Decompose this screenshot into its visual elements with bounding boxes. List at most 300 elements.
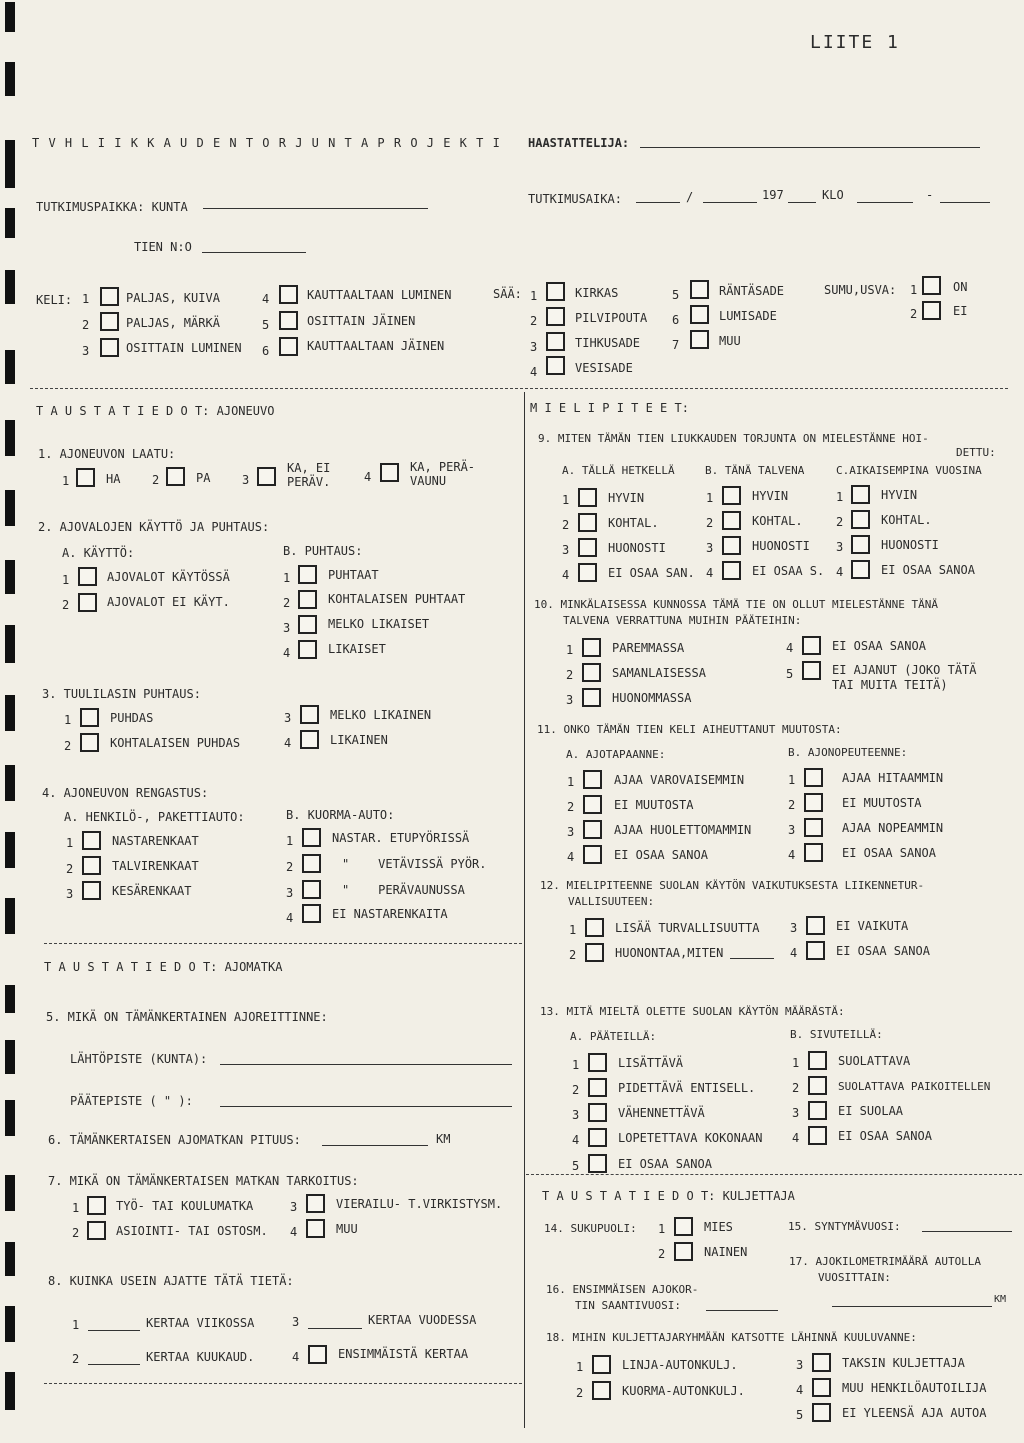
- question-4: 4. AJONEUVON RENGASTUS:: [42, 786, 209, 800]
- q13a-checkbox-4[interactable]: [588, 1128, 607, 1147]
- binder-mark: [5, 1372, 15, 1410]
- question-6: 6. TÄMÄNKERTAISEN AJOMATKAN PITUUS:: [48, 1133, 301, 1147]
- q8-yearly-field[interactable]: [308, 1328, 362, 1329]
- interviewer-label: HAASTATTELIJA:: [528, 136, 630, 150]
- question-16-cont: TIN SAANTIVUOSI:: [575, 1299, 681, 1312]
- q13a-checkbox-3[interactable]: [588, 1103, 607, 1122]
- q18-checkbox-3[interactable]: [812, 1353, 831, 1372]
- keli-option-6: KAUTTAALTAAN JÄINEN: [307, 339, 445, 353]
- q1-option-1: HA: [106, 472, 121, 486]
- q9b-checkbox-1[interactable]: [722, 486, 741, 505]
- q1-checkbox-2[interactable]: [166, 467, 185, 486]
- section-divider: [44, 943, 522, 944]
- option-number: 1: [62, 573, 70, 587]
- option-number: 1: [72, 1318, 80, 1332]
- option-number: 3: [530, 340, 538, 354]
- q14-checkbox-2[interactable]: [674, 1242, 693, 1261]
- q9b-checkbox-4[interactable]: [722, 561, 741, 580]
- q10-checkbox-5[interactable]: [802, 661, 821, 680]
- option-number: 1: [836, 490, 844, 504]
- question-7: 7. MIKÄ ON TÄMÄNKERTAISEN MATKAN TARKOITUS:: [48, 1174, 359, 1188]
- q9b-option-3: HUONOSTI: [752, 539, 810, 553]
- saa-checkbox-7[interactable]: [690, 330, 709, 349]
- option-number: 2: [286, 860, 294, 874]
- section-trip-title: T A U S T A T I E D O T: AJOMATKA: [44, 960, 283, 974]
- q4a-checkbox-2[interactable]: [82, 856, 101, 875]
- question-1: 1. AJONEUVON LAATU:: [38, 447, 176, 461]
- q4a-option-1: NASTARENKAAT: [112, 834, 199, 848]
- q13b-option-1: SUOLATTAVA: [838, 1054, 911, 1068]
- option-number: 4: [567, 850, 575, 864]
- q4a-checkbox-3[interactable]: [82, 881, 101, 900]
- q14-option-1: MIES: [704, 1220, 733, 1234]
- option-number: 3: [283, 621, 291, 635]
- option-number: 2: [152, 473, 160, 487]
- q12-how-field[interactable]: [730, 958, 774, 959]
- q13b-option-4: EI OSAA SANOA: [838, 1129, 932, 1143]
- q10-option-4: EI OSAA SANOA: [832, 639, 926, 653]
- option-number: 4: [786, 641, 794, 655]
- q11a-checkbox-3[interactable]: [583, 820, 602, 839]
- option-number: 5: [796, 1408, 804, 1422]
- sumu-label: SUMU,USVA:: [824, 283, 897, 297]
- option-number: 1: [286, 834, 294, 848]
- q18-checkbox-1[interactable]: [592, 1355, 611, 1374]
- q8-monthly-field[interactable]: [88, 1364, 140, 1365]
- saa-checkbox-5[interactable]: [690, 280, 709, 299]
- q5-end-field[interactable]: [220, 1106, 512, 1107]
- option-number: 4: [792, 1131, 800, 1145]
- option-number: 2: [82, 318, 90, 332]
- q3-checkbox-2[interactable]: [80, 733, 99, 752]
- q4b-checkbox-2[interactable]: [302, 854, 321, 873]
- q7-checkbox-2[interactable]: [87, 1221, 106, 1240]
- q17-km-field[interactable]: [832, 1306, 992, 1307]
- binder-mark: [5, 2, 15, 32]
- option-number: 4: [706, 566, 714, 580]
- q10-checkbox-4[interactable]: [802, 636, 821, 655]
- q13b-option-3: EI SUOLAA: [838, 1104, 904, 1118]
- option-number: 4: [283, 646, 291, 660]
- keli-option-4: KAUTTAALTAAN LUMINEN: [307, 288, 452, 302]
- q9a-checkbox-4[interactable]: [578, 563, 597, 582]
- q11b-checkbox-3[interactable]: [804, 818, 823, 837]
- question-9-cont: DETTU:: [956, 446, 996, 459]
- q13b-checkbox-2[interactable]: [808, 1076, 827, 1095]
- q8-option-4: ENSIMMÄISTÄ KERTAA: [338, 1347, 469, 1361]
- question-10: 10. MINKÄLAISESSA KUNNOSSA TÄMÄ TIE ON OLLUT MIELESTÄNNE TÄNÄ: [534, 598, 938, 611]
- keli-checkbox-5[interactable]: [279, 311, 298, 330]
- binder-mark: [5, 832, 15, 868]
- option-number: 1: [62, 474, 70, 488]
- q8-option-1: KERTAA VIIKOSSA: [146, 1316, 255, 1330]
- location-label: TUTKIMUSPAIKKA: KUNTA: [36, 200, 188, 214]
- saa-checkbox-6[interactable]: [690, 305, 709, 324]
- option-number: 1: [562, 493, 570, 507]
- q9c-option-3: HUONOSTI: [881, 538, 939, 552]
- q4b-option-4: EI NASTARENKAITA: [332, 907, 448, 921]
- interviewer-field[interactable]: [640, 147, 980, 148]
- keli-checkbox-6[interactable]: [279, 337, 298, 356]
- option-number: 2: [569, 948, 577, 962]
- q3-checkbox-3[interactable]: [300, 705, 319, 724]
- q7-option-4: MUU: [336, 1222, 358, 1236]
- column-divider: [524, 392, 525, 1428]
- q9a-checkbox-3[interactable]: [578, 538, 597, 557]
- q2a-option-1: AJOVALOT KÄYTÖSSÄ: [107, 570, 230, 584]
- municipality-field[interactable]: [203, 208, 428, 209]
- section-divider: [526, 1174, 1022, 1175]
- binder-mark: [5, 1100, 15, 1136]
- q18-checkbox-2[interactable]: [592, 1381, 611, 1400]
- q12-option-2: HUONONTAA,MITEN: [615, 946, 724, 960]
- month-field[interactable]: [703, 202, 757, 203]
- q11a-checkbox-1[interactable]: [583, 770, 602, 789]
- q11a-checkbox-2[interactable]: [583, 795, 602, 814]
- binder-mark: [5, 898, 15, 934]
- binder-mark: [5, 1306, 15, 1342]
- option-number: 4: [364, 470, 372, 484]
- q1-option-2: PA: [196, 471, 211, 485]
- q13a-checkbox-2[interactable]: [588, 1078, 607, 1097]
- option-number: 3: [242, 473, 250, 487]
- sumu-option-2: EI: [953, 304, 968, 318]
- q10-checkbox-3[interactable]: [582, 688, 601, 707]
- saa-option-4: VESISADE: [575, 361, 633, 375]
- q11b-checkbox-4[interactable]: [804, 843, 823, 862]
- q4b-checkbox-4[interactable]: [302, 904, 321, 923]
- q9c-checkbox-1[interactable]: [851, 485, 870, 504]
- q4b-checkbox-1[interactable]: [302, 828, 321, 847]
- date-slash: /: [686, 190, 694, 204]
- option-number: 2: [706, 516, 714, 530]
- q3-checkbox-1[interactable]: [80, 708, 99, 727]
- saa-option-7: MUU: [719, 334, 741, 348]
- binder-mark: [5, 985, 15, 1013]
- saa-label: SÄÄ:: [493, 287, 522, 301]
- keli-checkbox-3[interactable]: [100, 338, 119, 357]
- q2b-checkbox-4[interactable]: [298, 640, 317, 659]
- q8-checkbox-first-time[interactable]: [308, 1345, 327, 1364]
- option-number: 1: [658, 1222, 666, 1236]
- question-12: 12. MIELIPITEENNE SUOLAN KÄYTÖN VAIKUTUKSESTA LIIKENNETUR-: [540, 879, 925, 892]
- year-field[interactable]: [788, 202, 816, 203]
- option-number: 1: [82, 292, 90, 306]
- q3-checkbox-4[interactable]: [300, 730, 319, 749]
- option-number: 2: [658, 1247, 666, 1261]
- question-11: 11. ONKO TÄMÄN TIEN KELI AIHEUTTANUT MUUTOSTA:: [537, 723, 842, 736]
- option-number: 1: [567, 775, 575, 789]
- q9a-option-1: HYVIN: [608, 491, 645, 505]
- q1-checkbox-1[interactable]: [76, 468, 95, 487]
- q9a-option-4: EI OSAA SAN.: [608, 566, 695, 580]
- option-number: 1: [283, 571, 291, 585]
- q2-b-heading: B. PUHTAUS:: [283, 544, 363, 558]
- binder-mark: [5, 140, 15, 188]
- q9-b-heading: B. TÄNÄ TALVENA: [705, 464, 805, 477]
- q4b-option-1: NASTAR. ETUPYÖRISSÄ: [332, 831, 470, 845]
- q2a-checkbox-2[interactable]: [78, 593, 97, 612]
- option-number: 3: [567, 825, 575, 839]
- q4b-option-2: " VETÄVISSÄ PYÖR.: [342, 857, 487, 871]
- option-number: 4: [796, 1383, 804, 1397]
- q13a-option-2: PIDETTÄVÄ ENTISELL.: [618, 1081, 756, 1095]
- q13a-checkbox-1[interactable]: [588, 1053, 607, 1072]
- q11b-checkbox-2[interactable]: [804, 793, 823, 812]
- question-13: 13. MITÄ MIELTÄ OLETTE SUOLAN KÄYTÖN MÄÄRÄSTÄ:: [540, 1005, 845, 1018]
- q18-checkbox-4[interactable]: [812, 1378, 831, 1397]
- section-divider: [30, 388, 1008, 389]
- q2b-checkbox-3[interactable]: [298, 615, 317, 634]
- q9c-checkbox-2[interactable]: [851, 510, 870, 529]
- q7-option-1: TYÖ- TAI KOULUMATKA: [116, 1199, 254, 1213]
- saa-option-2: PILVIPOUTA: [575, 311, 648, 325]
- saa-checkbox-3[interactable]: [546, 332, 565, 351]
- q9a-option-2: KOHTAL.: [608, 516, 659, 530]
- option-number: 5: [572, 1159, 580, 1173]
- q7-checkbox-4[interactable]: [306, 1219, 325, 1238]
- binder-mark: [5, 420, 15, 456]
- q4a-option-3: KESÄRENKAAT: [112, 884, 192, 898]
- q8-option-2: KERTAA KUUKAUD.: [146, 1350, 255, 1364]
- time-start-field[interactable]: [857, 202, 913, 203]
- option-number: 2: [64, 739, 72, 753]
- option-number: 1: [792, 1056, 800, 1070]
- q9c-checkbox-4[interactable]: [851, 560, 870, 579]
- q7-checkbox-1[interactable]: [87, 1196, 106, 1215]
- q18-checkbox-5[interactable]: [812, 1403, 831, 1422]
- q13a-option-4: LOPETETTAVA KOKONAAN: [618, 1131, 763, 1145]
- q9-a-heading: A. TÄLLÄ HETKELLÄ: [562, 464, 675, 477]
- option-number: 2: [283, 596, 291, 610]
- q2b-option-4: LIKAISET: [328, 642, 386, 656]
- option-number: 2: [66, 862, 74, 876]
- option-number: 6: [262, 344, 270, 358]
- q2b-checkbox-2[interactable]: [298, 590, 317, 609]
- option-number: 2: [566, 668, 574, 682]
- option-number: 5: [672, 288, 680, 302]
- option-number: 3: [572, 1108, 580, 1122]
- option-number: 5: [786, 667, 794, 681]
- q3-option-1: PUHDAS: [110, 711, 154, 725]
- q2b-checkbox-1[interactable]: [298, 565, 317, 584]
- keli-option-1: PALJAS, KUIVA: [126, 291, 220, 305]
- day-field[interactable]: [636, 202, 680, 203]
- q9c-option-4: EI OSAA SANOA: [881, 563, 975, 577]
- option-number: 1: [910, 283, 918, 297]
- q18-option-3: TAKSIN KULJETTAJA: [842, 1356, 965, 1370]
- q12-checkbox-2[interactable]: [585, 943, 604, 962]
- q5-end-label: PÄÄTEPISTE ( " ):: [70, 1094, 193, 1108]
- road-number-label: TIEN N:O: [134, 240, 192, 254]
- q11a-checkbox-4[interactable]: [583, 845, 602, 864]
- q4b-checkbox-3[interactable]: [302, 880, 321, 899]
- q11a-option-3: AJAA HUOLETTOMAMMIN: [614, 823, 752, 837]
- q13b-option-2: SUOLATTAVA PAIKOITELLEN: [838, 1080, 991, 1093]
- q10-option-2: SAMANLAISESSA: [612, 666, 706, 680]
- q5-start-label: LÄHTÖPISTE (KUNTA):: [70, 1052, 208, 1066]
- time-label: TUTKIMUSAIKA:: [528, 192, 622, 206]
- option-number: 1: [72, 1201, 80, 1215]
- sumu-checkbox-2[interactable]: [922, 301, 941, 320]
- q13b-checkbox-3[interactable]: [808, 1101, 827, 1120]
- q5-start-field[interactable]: [220, 1064, 512, 1065]
- saa-option-6: LUMISADE: [719, 309, 777, 323]
- q12-checkbox-3[interactable]: [806, 916, 825, 935]
- option-number: 4: [836, 565, 844, 579]
- q15-birth-year-field[interactable]: [922, 1231, 1012, 1232]
- option-number: 1: [576, 1360, 584, 1374]
- saa-option-5: RÄNTÄSADE: [719, 284, 785, 298]
- appendix-label: LIITE 1: [810, 32, 900, 53]
- keli-checkbox-2[interactable]: [100, 312, 119, 331]
- binder-mark: [5, 350, 15, 384]
- option-number: 1: [572, 1058, 580, 1072]
- question-15: 15. SYNTYMÄVUOSI:: [788, 1220, 901, 1233]
- binder-mark: [5, 490, 15, 526]
- q18-option-2: KUORMA-AUTONKULJ.: [622, 1384, 745, 1398]
- binder-mark: [5, 560, 15, 594]
- option-number: 3: [66, 887, 74, 901]
- q10-checkbox-2[interactable]: [582, 663, 601, 682]
- option-number: 3: [792, 1106, 800, 1120]
- question-10-cont: TALVENA VERRATTUNA MUIHIN PÄÄTEIHIN:: [563, 614, 802, 627]
- option-number: 1: [569, 923, 577, 937]
- q12-checkbox-1[interactable]: [585, 918, 604, 937]
- q10-option-5: EI AJANUT (JOKO TÄTÄ: [832, 663, 977, 677]
- question-16: 16. ENSIMMÄISEN AJOKOR-: [546, 1283, 699, 1296]
- q14-checkbox-1[interactable]: [674, 1217, 693, 1236]
- section-divider: [44, 1383, 522, 1384]
- q12-option-3: EI VAIKUTA: [836, 919, 909, 933]
- option-number: 4: [290, 1225, 298, 1239]
- q8-weekly-field[interactable]: [88, 1330, 140, 1331]
- option-number: 4: [284, 736, 292, 750]
- option-number: 4: [262, 292, 270, 306]
- q9b-checkbox-3[interactable]: [722, 536, 741, 555]
- q11b-option-2: EI MUUTOSTA: [842, 796, 922, 810]
- q3-option-4: LIKAINEN: [330, 733, 388, 747]
- q11a-option-4: EI OSAA SANOA: [614, 848, 708, 862]
- saa-checkbox-4[interactable]: [546, 356, 565, 375]
- option-number: 3: [706, 541, 714, 555]
- option-number: 2: [562, 518, 570, 532]
- option-number: 4: [286, 911, 294, 925]
- option-number: 2: [910, 307, 918, 321]
- option-number: 3: [292, 1315, 300, 1329]
- q4-a-heading: A. HENKILÖ-, PAKETTIAUTO:: [64, 810, 245, 824]
- q7-option-3: VIERAILU- T.VIRKISTYSM.: [336, 1197, 503, 1211]
- section-driver-title: T A U S T A T I E D O T: KULJETTAJA: [542, 1189, 795, 1203]
- q13a-option-3: VÄHENNETTÄVÄ: [618, 1106, 705, 1120]
- q10-option-5-cont: TAI MUITA TEITÄ): [832, 678, 948, 692]
- option-number: 3: [566, 693, 574, 707]
- q13a-option-5: EI OSAA SANOA: [618, 1157, 712, 1171]
- q3-option-2: KOHTALAISEN PUHDAS: [110, 736, 241, 750]
- q16-license-year-field[interactable]: [706, 1310, 778, 1311]
- q9c-option-1: HYVIN: [881, 488, 918, 502]
- q17-unit: KM: [994, 1294, 1007, 1305]
- option-number: 3: [82, 344, 90, 358]
- keli-checkbox-1[interactable]: [100, 287, 119, 306]
- q2b-option-1: PUHTAAT: [328, 568, 379, 582]
- q4a-checkbox-1[interactable]: [82, 831, 101, 850]
- q13b-checkbox-1[interactable]: [808, 1051, 827, 1070]
- option-number: 1: [706, 491, 714, 505]
- option-number: 3: [286, 886, 294, 900]
- q1-checkbox-4[interactable]: [380, 463, 399, 482]
- q2b-option-3: MELKO LIKAISET: [328, 617, 430, 631]
- q13a-checkbox-5[interactable]: [588, 1154, 607, 1173]
- binder-mark: [5, 765, 15, 801]
- binder-mark: [5, 1175, 15, 1211]
- q10-checkbox-1[interactable]: [582, 638, 601, 657]
- q9a-checkbox-2[interactable]: [578, 513, 597, 532]
- q9a-checkbox-1[interactable]: [578, 488, 597, 507]
- q4b-option-3: " PERÄVAUNUSSA: [342, 883, 465, 897]
- q6-distance-field[interactable]: [322, 1145, 428, 1146]
- option-number: 2: [836, 515, 844, 529]
- q7-checkbox-3[interactable]: [306, 1194, 325, 1213]
- q1-checkbox-3[interactable]: [257, 467, 276, 486]
- q1-option-4: KA, PERÄ- VAUNU: [410, 460, 476, 488]
- binder-mark: [5, 1242, 15, 1276]
- q9b-option-1: HYVIN: [752, 489, 789, 503]
- q12-option-4: EI OSAA SANOA: [836, 944, 930, 958]
- q10-option-3: HUONOMMASSA: [612, 691, 692, 705]
- q9b-checkbox-2[interactable]: [722, 511, 741, 530]
- q9c-checkbox-3[interactable]: [851, 535, 870, 554]
- saa-checkbox-2[interactable]: [546, 307, 565, 326]
- option-number: 1: [64, 713, 72, 727]
- question-5: 5. MIKÄ ON TÄMÄNKERTAINEN AJOREITTINNE:: [46, 1010, 328, 1024]
- saa-checkbox-1[interactable]: [546, 282, 565, 301]
- time-end-field[interactable]: [940, 202, 990, 203]
- option-number: 4: [292, 1350, 300, 1364]
- keli-option-5: OSITTAIN JÄINEN: [307, 314, 416, 328]
- keli-checkbox-4[interactable]: [279, 285, 298, 304]
- q11b-checkbox-1[interactable]: [804, 768, 823, 787]
- option-number: 2: [788, 798, 796, 812]
- q11a-option-1: AJAA VAROVAISEMMIN: [614, 773, 745, 787]
- q6-unit: KM: [436, 1132, 451, 1146]
- binder-mark: [5, 625, 15, 663]
- year-prefix: 197: [762, 188, 784, 202]
- q13b-checkbox-4[interactable]: [808, 1126, 827, 1145]
- option-number: 3: [796, 1358, 804, 1372]
- q8-option-3: KERTAA VUODESSA: [368, 1313, 477, 1327]
- option-number: 1: [530, 289, 538, 303]
- option-number: 5: [262, 318, 270, 332]
- q18-option-1: LINJA-AUTONKULJ.: [622, 1358, 738, 1372]
- q9-c-heading: C.AIKAISEMPINA VUOSINA: [836, 464, 982, 477]
- q18-option-5: EI YLEENSÄ AJA AUTOA: [842, 1406, 987, 1420]
- option-number: 4: [790, 946, 798, 960]
- option-number: 2: [530, 314, 538, 328]
- option-number: 6: [672, 313, 680, 327]
- q18-option-4: MUU HENKILÖAUTOILIJA: [842, 1381, 987, 1395]
- q12-checkbox-4[interactable]: [806, 941, 825, 960]
- q2a-checkbox-1[interactable]: [78, 567, 97, 586]
- road-number-field[interactable]: [202, 252, 306, 253]
- option-number: 3: [284, 711, 292, 725]
- option-number: 1: [788, 773, 796, 787]
- time-klo-label: KLO: [822, 188, 844, 202]
- binder-mark: [5, 208, 15, 238]
- sumu-checkbox-1[interactable]: [922, 276, 941, 295]
- q13-b-heading: B. SIVUTEILLÄ:: [790, 1028, 883, 1041]
- option-number: 1: [66, 836, 74, 850]
